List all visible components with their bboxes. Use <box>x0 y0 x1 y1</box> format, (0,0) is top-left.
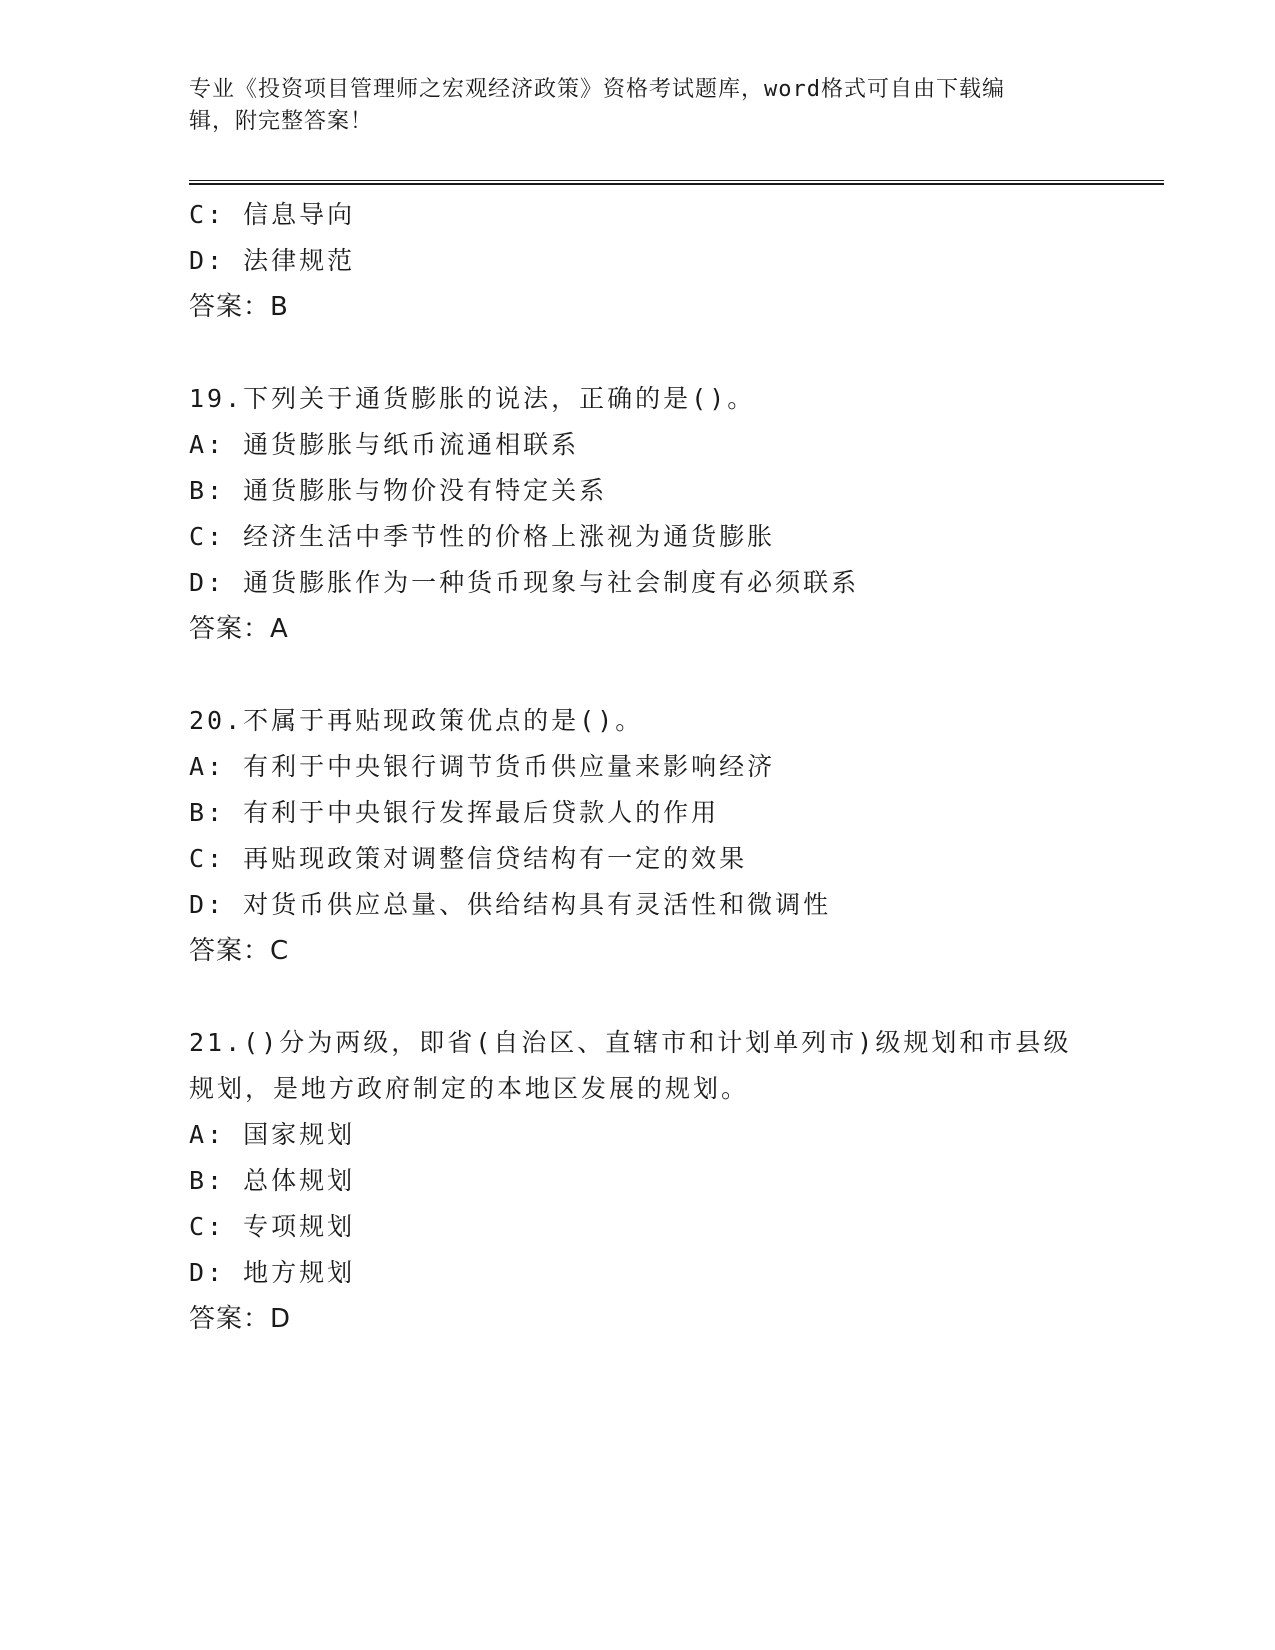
answer-line: 答案：C <box>189 936 290 966</box>
option-b: B: 总体规划 <box>189 1166 356 1195</box>
option-a: A: 通货膨胀与纸币流通相联系 <box>189 430 580 459</box>
header-divider-thin <box>189 180 1164 181</box>
question-stem: 19.下列关于通货膨胀的说法，正确的是()。 <box>189 384 756 413</box>
option-c: C: 经济生活中季节性的价格上涨视为通货膨胀 <box>189 522 776 551</box>
question-list <box>189 192 1089 1342</box>
question-19 <box>189 376 1089 652</box>
option-c: C: 信息导向 <box>189 200 356 229</box>
question-21 <box>189 1020 1089 1342</box>
header-divider-thick <box>189 183 1164 185</box>
option-c: C: 再贴现政策对调整信贷结构有一定的效果 <box>189 844 748 873</box>
question-stem: 20.不属于再贴现政策优点的是()。 <box>189 706 644 735</box>
previous-question-tail <box>189 192 1089 330</box>
option-d: D: 对货币供应总量、供给结构具有灵活性和微调性 <box>189 890 832 919</box>
option-d: D: 地方规划 <box>189 1258 356 1287</box>
question-20 <box>189 698 1089 974</box>
option-d: D: 通货膨胀作为一种货币现象与社会制度有必须联系 <box>189 568 860 597</box>
option-a: A: 有利于中央银行调节货币供应量来影响经济 <box>189 752 776 781</box>
answer-line: 答案：B <box>189 292 289 322</box>
option-d: D: 法律规范 <box>189 246 356 275</box>
document-header <box>189 74 1089 138</box>
option-b: B: 通货膨胀与物价没有特定关系 <box>189 476 608 505</box>
answer-line: 答案：A <box>189 614 289 644</box>
question-stem-line-1: 21.()分为两级，即省(自治区、直辖市和计划单列市)级规划和市县级 <box>189 1028 1072 1057</box>
answer-line: 答案：D <box>189 1304 292 1334</box>
header-title-line-2: 辑，附完整答案！ <box>189 109 374 134</box>
option-c: C: 专项规划 <box>189 1212 356 1241</box>
option-a: A: 国家规划 <box>189 1120 356 1149</box>
header-title-line-1: 专业《投资项目管理师之宏观经济政策》资格考试题库，word格式可自由下载编 <box>189 77 1005 102</box>
question-stem-line-2: 规划，是地方政府制定的本地区发展的规划。 <box>189 1074 750 1103</box>
option-b: B: 有利于中央银行发挥最后贷款人的作用 <box>189 798 720 827</box>
